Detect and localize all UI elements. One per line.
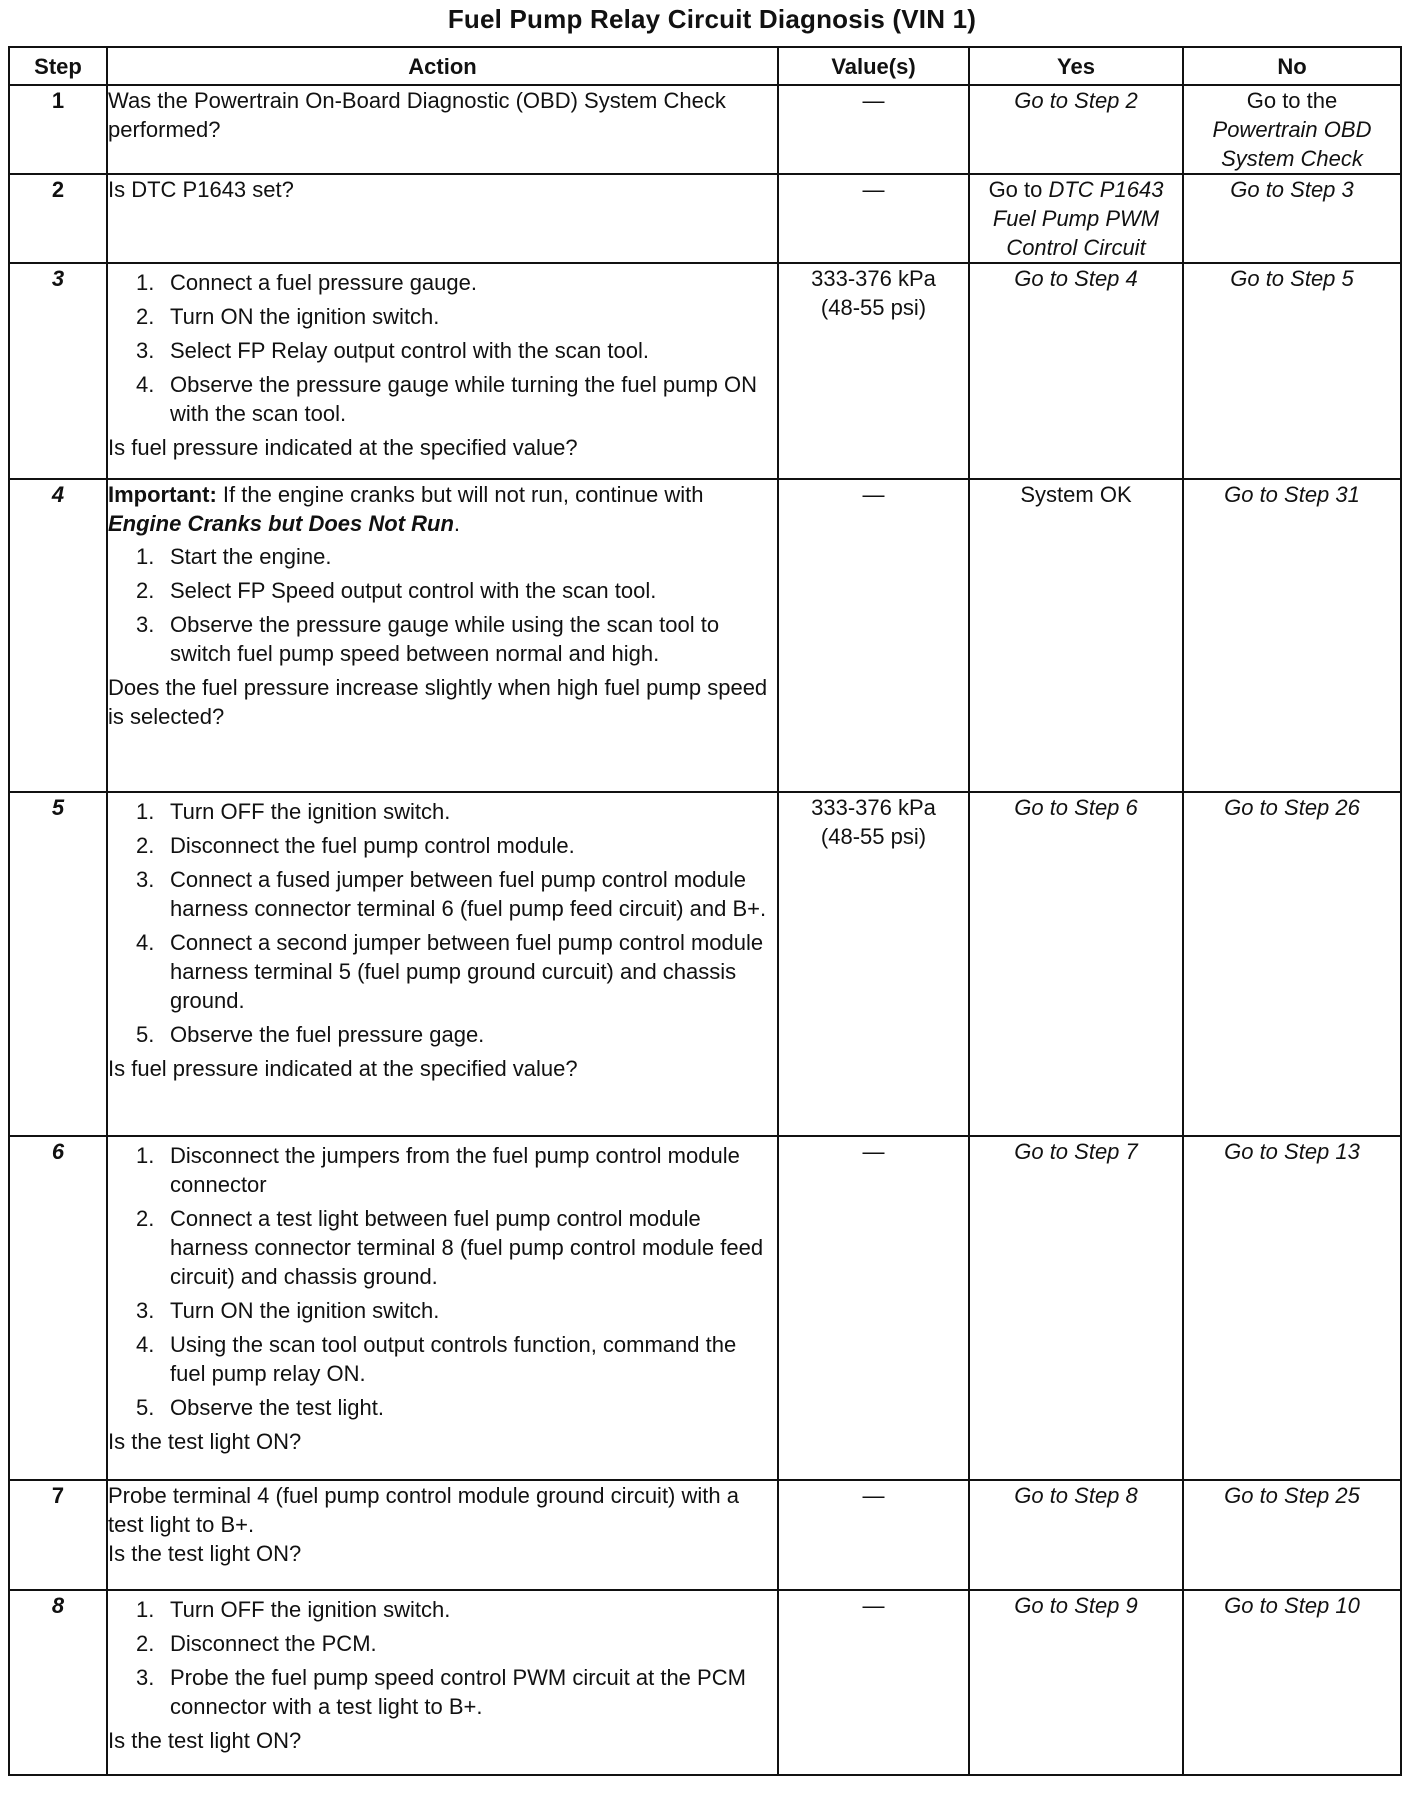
action-cell bbox=[107, 792, 778, 1136]
table-row bbox=[9, 792, 1401, 1136]
yes-line bbox=[970, 175, 1182, 204]
table-row bbox=[9, 85, 1401, 174]
step-number: 1 bbox=[9, 85, 107, 174]
header-step: Step bbox=[9, 47, 107, 85]
question-text: Is the test light ON? bbox=[108, 1728, 302, 1753]
action-cell bbox=[107, 1136, 778, 1480]
yes-link: DTC P1643 bbox=[1048, 177, 1164, 202]
list-item: 2. Turn ON the ignition switch. bbox=[136, 304, 440, 329]
instruction-text: Connect a second jumper between fuel pump control module harness terminal 5 (fuel pump ground curcuit) and chassis ground. bbox=[170, 930, 764, 1013]
important-link: Engine Cranks but Does Not Run bbox=[108, 511, 454, 536]
table-row bbox=[9, 263, 1401, 479]
list-item: 5. Observe the test light. bbox=[136, 1395, 384, 1420]
instruction-text: Connect a fuel pressure gauge. bbox=[170, 270, 477, 295]
no-cell: Go to Step 10 bbox=[1183, 1590, 1401, 1775]
no-cell: Go to Step 13 bbox=[1183, 1136, 1401, 1480]
header-no: No bbox=[1183, 47, 1401, 85]
yes-cell: Go to Step 2 bbox=[969, 85, 1183, 174]
instruction-text: Turn ON the ignition switch. bbox=[170, 304, 440, 329]
no-cell: Go to Step 5 bbox=[1183, 263, 1401, 479]
step-number: 7 bbox=[9, 1480, 107, 1590]
yes-cell bbox=[969, 174, 1183, 263]
header-yes: Yes bbox=[969, 47, 1183, 85]
question-text: Is the test light ON? bbox=[108, 1541, 302, 1566]
instruction-text: Connect a test light between fuel pump control module harness connector terminal 8 (fuel pump control module feed circuit) and chassis ground. bbox=[170, 1206, 764, 1289]
instruction-text: Disconnect the jumpers from the fuel pump control module connector bbox=[170, 1143, 740, 1197]
instruction-text: Turn OFF the ignition switch. bbox=[170, 799, 451, 824]
no-cell: Go to Step 26 bbox=[1183, 792, 1401, 1136]
list-item: 2. Disconnect the PCM. bbox=[136, 1631, 377, 1656]
header-values: Value(s) bbox=[778, 47, 969, 85]
list-item: 4. Using the scan tool output controls function, command the fuel pump relay ON. bbox=[136, 1332, 737, 1386]
instruction-list bbox=[108, 1141, 777, 1422]
no-cell: Go to Step 31 bbox=[1183, 479, 1401, 792]
list-item: 4. Observe the pressure gauge while turning the fuel pump ON with the scan tool. bbox=[136, 372, 757, 426]
instruction-list bbox=[108, 797, 777, 1049]
action-cell bbox=[107, 174, 778, 263]
question-text: Is fuel pressure indicated at the specified value? bbox=[108, 1056, 578, 1081]
list-item: 1. Disconnect the jumpers from the fuel pump control module connector bbox=[136, 1143, 740, 1197]
list-item: 2. Select FP Speed output control with the scan tool. bbox=[136, 578, 657, 603]
action-cell bbox=[107, 263, 778, 479]
list-item: 2. Disconnect the fuel pump control module. bbox=[136, 833, 575, 858]
value-cell: — bbox=[778, 1136, 969, 1480]
action-cell bbox=[107, 479, 778, 792]
step-number: 8 bbox=[9, 1590, 107, 1775]
important-end: . bbox=[453, 511, 461, 536]
instruction-text: Observe the test light. bbox=[170, 1395, 384, 1420]
yes-cell: Go to Step 7 bbox=[969, 1136, 1183, 1480]
yes-cell: Go to Step 6 bbox=[969, 792, 1183, 1136]
list-item: 1. Connect a fuel pressure gauge. bbox=[136, 270, 477, 295]
list-item: 3. Connect a fused jumper between fuel pump control module harness connector terminal 6 (fuel pump feed circuit) and B+. bbox=[136, 867, 767, 921]
instruction-text: Disconnect the fuel pump control module. bbox=[170, 833, 575, 858]
table-row bbox=[9, 1136, 1401, 1480]
instruction-text: Observe the pressure gauge while turning the fuel pump ON with the scan tool. bbox=[170, 372, 757, 426]
value-cell: — bbox=[778, 1480, 969, 1590]
list-item: 3. Probe the fuel pump speed control PWM circuit at the PCM connector with a test light to B+. bbox=[136, 1665, 746, 1719]
no-link: System Check bbox=[1221, 146, 1363, 171]
step-number: 6 bbox=[9, 1136, 107, 1480]
value-line: (48-55 psi) bbox=[820, 295, 927, 320]
instruction-text: Turn OFF the ignition switch. bbox=[170, 1597, 451, 1622]
diagnosis-table bbox=[8, 46, 1402, 1776]
list-item: 1. Start the engine. bbox=[136, 544, 332, 569]
list-item: 3. Select FP Relay output control with the scan tool. bbox=[136, 338, 649, 363]
yes-link: Control Circuit bbox=[1006, 235, 1146, 260]
action-text: Was the Powertrain On-Board Diagnostic (OBD) System Check performed? bbox=[108, 88, 726, 142]
step-number: 5 bbox=[9, 792, 107, 1136]
value-cell: — bbox=[778, 1590, 969, 1775]
list-item: 1. Turn OFF the ignition switch. bbox=[136, 1597, 451, 1622]
step-number: 3 bbox=[9, 263, 107, 479]
value-cell: — bbox=[778, 174, 969, 263]
list-item: 3. Turn ON the ignition switch. bbox=[136, 1298, 440, 1323]
instruction-list bbox=[108, 1595, 777, 1721]
instruction-text: Select FP Relay output control with the scan tool. bbox=[170, 338, 649, 363]
action-cell bbox=[107, 1590, 778, 1775]
step-number: 4 bbox=[9, 479, 107, 792]
table-row bbox=[9, 1480, 1401, 1590]
list-item: 3. Observe the pressure gauge while using the scan tool to switch fuel pump speed between normal and high. bbox=[136, 612, 720, 666]
table-row bbox=[9, 479, 1401, 792]
important-label: Important: bbox=[108, 482, 217, 507]
list-item: 1. Turn OFF the ignition switch. bbox=[136, 799, 451, 824]
instruction-list bbox=[108, 542, 777, 668]
instruction-text: Start the engine. bbox=[170, 544, 332, 569]
no-link: Powertrain OBD bbox=[1212, 117, 1372, 142]
page-title: Fuel Pump Relay Circuit Diagnosis (VIN 1) bbox=[447, 4, 977, 34]
yes-cell: Go to Step 4 bbox=[969, 263, 1183, 479]
important-note bbox=[108, 480, 777, 538]
value-cell: — bbox=[778, 479, 969, 792]
instruction-text: Observe the pressure gauge while using the scan tool to switch fuel pump speed between normal and high. bbox=[170, 612, 720, 666]
list-item: 4. Connect a second jumper between fuel pump control module harness terminal 5 (fuel pump ground curcuit) and chassis ground. bbox=[136, 930, 764, 1013]
instruction-text: Connect a fused jumper between fuel pump control module harness connector terminal 6 (fuel pump feed circuit) and B+. bbox=[170, 867, 767, 921]
instruction-text: Turn ON the ignition switch. bbox=[170, 1298, 440, 1323]
step-number: 2 bbox=[9, 174, 107, 263]
value-line: 333-376 kPa bbox=[811, 266, 936, 291]
yes-link: Fuel Pump PWM bbox=[992, 206, 1160, 231]
value-cell bbox=[778, 792, 969, 1136]
value-cell bbox=[778, 263, 969, 479]
instruction-text: Select FP Speed output control with the scan tool. bbox=[170, 578, 657, 603]
instruction-list bbox=[108, 268, 777, 428]
important-text: If the engine cranks but will not run, continue with bbox=[216, 482, 704, 507]
yes-cell: Go to Step 9 bbox=[969, 1590, 1183, 1775]
action-cell bbox=[107, 85, 778, 174]
question-text: Is fuel pressure indicated at the specified value? bbox=[108, 435, 578, 460]
no-line: Go to the bbox=[1246, 88, 1338, 113]
instruction-text: Observe the fuel pressure gage. bbox=[170, 1022, 485, 1047]
no-cell: Go to Step 25 bbox=[1183, 1480, 1401, 1590]
action-cell bbox=[107, 1480, 778, 1590]
header-row bbox=[9, 47, 1401, 85]
table-row bbox=[9, 174, 1401, 263]
instruction-text: Probe the fuel pump speed control PWM circuit at the PCM connector with a test light to B+. bbox=[170, 1665, 746, 1719]
table-row bbox=[9, 1590, 1401, 1775]
header-action: Action bbox=[107, 47, 778, 85]
yes-cell: System OK bbox=[969, 479, 1183, 792]
yes-cell: Go to Step 8 bbox=[969, 1480, 1183, 1590]
yes-prefix: Go to bbox=[988, 177, 1049, 202]
value-line: (48-55 psi) bbox=[820, 824, 927, 849]
list-item: 2. Connect a test light between fuel pump control module harness connector terminal 8 (fuel pump control module feed circuit) and chassis ground. bbox=[136, 1206, 764, 1289]
question-text: Does the fuel pressure increase slightly when high fuel pump speed is selected? bbox=[108, 675, 768, 729]
action-text: Probe terminal 4 (fuel pump control module ground circuit) with a test light to B+. bbox=[108, 1483, 739, 1537]
action-text: Is DTC P1643 set? bbox=[108, 177, 294, 202]
value-line: 333-376 kPa bbox=[811, 795, 936, 820]
instruction-text: Disconnect the PCM. bbox=[170, 1631, 377, 1656]
no-cell: Go to Step 3 bbox=[1183, 174, 1401, 263]
instruction-text: Using the scan tool output controls function, command the fuel pump relay ON. bbox=[170, 1332, 737, 1386]
list-item: 5. Observe the fuel pressure gage. bbox=[136, 1022, 485, 1047]
value-cell: — bbox=[778, 85, 969, 174]
no-cell bbox=[1183, 85, 1401, 174]
question-text: Is the test light ON? bbox=[108, 1429, 302, 1454]
